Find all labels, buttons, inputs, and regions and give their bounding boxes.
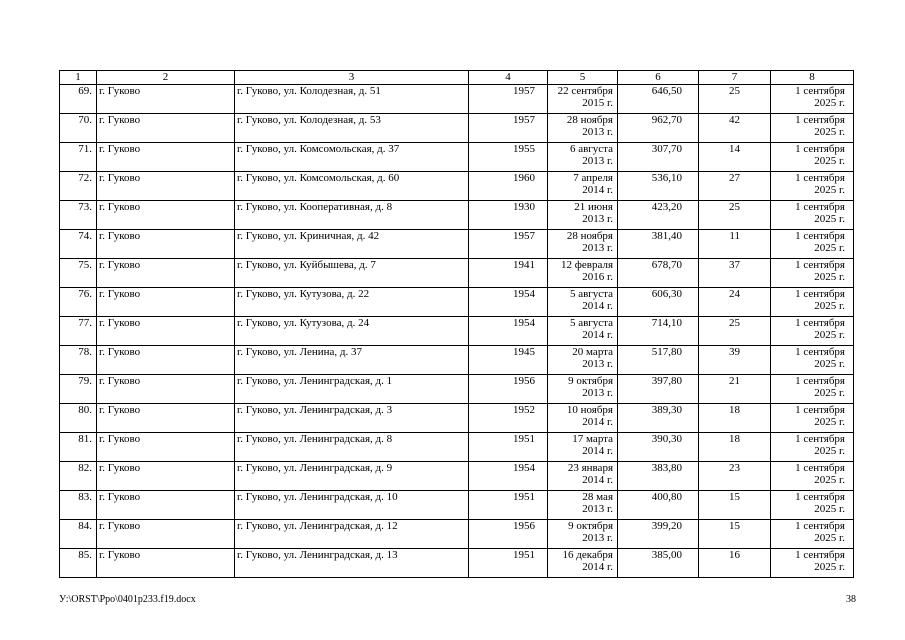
row-number: 85. — [60, 549, 97, 578]
row-number: 74. — [60, 230, 97, 259]
term-cell-line-2: 2025 г. — [814, 532, 845, 544]
year-cell: 1956 — [469, 375, 548, 404]
table-row — [60, 201, 854, 230]
table-row — [60, 375, 854, 404]
address-cell: г. Гуково, ул. Ленинградская, д. 9 — [235, 462, 469, 491]
term-cell-line-1: 1 сентября — [795, 85, 845, 97]
count-cell: 15 — [699, 491, 771, 520]
date-cell-line-1: 23 января — [567, 462, 613, 474]
table-row — [60, 317, 854, 346]
area-cell: 646,50 — [618, 85, 699, 114]
count-cell: 16 — [699, 549, 771, 578]
date-cell-line-1: 22 сентября — [557, 85, 613, 97]
row-number: 71. — [60, 143, 97, 172]
date-cell — [548, 520, 618, 549]
term-cell-line-2: 2025 г. — [814, 155, 845, 167]
term-cell-line-1: 1 сентября — [795, 433, 845, 445]
date-cell — [548, 317, 618, 346]
area-cell: 389,30 — [618, 404, 699, 433]
year-cell: 1957 — [469, 114, 548, 143]
term-cell-line-2: 2025 г. — [814, 561, 845, 573]
date-cell-line-1: 20 марта — [572, 346, 613, 358]
date-cell-line-1: 9 октября — [568, 520, 613, 532]
area-cell: 385,00 — [618, 549, 699, 578]
date-cell — [548, 433, 618, 462]
page-number: 38 — [846, 594, 856, 605]
term-cell — [771, 288, 854, 317]
date-cell — [548, 404, 618, 433]
term-cell-line-1: 1 сентября — [795, 462, 845, 474]
table-row — [60, 491, 854, 520]
area-cell: 606,30 — [618, 288, 699, 317]
column-header: 8 — [771, 71, 854, 85]
date-cell — [548, 462, 618, 491]
table-row — [60, 85, 854, 114]
city-cell: г. Гуково — [97, 491, 235, 520]
row-number: 83. — [60, 491, 97, 520]
address-cell: г. Гуково, ул. Криничная, д. 42 — [235, 230, 469, 259]
address-cell: г. Гуково, ул. Кутузова, д. 22 — [235, 288, 469, 317]
term-cell-line-1: 1 сентября — [795, 201, 845, 213]
city-cell: г. Гуково — [97, 288, 235, 317]
term-cell-line-1: 1 сентября — [795, 520, 845, 532]
city-cell: г. Гуково — [97, 549, 235, 578]
city-cell: г. Гуково — [97, 520, 235, 549]
city-cell: г. Гуково — [97, 259, 235, 288]
row-number: 82. — [60, 462, 97, 491]
date-cell-line-2: 2013 г. — [582, 126, 613, 138]
header-row — [60, 71, 854, 85]
term-cell — [771, 230, 854, 259]
term-cell-line-1: 1 сентября — [795, 259, 845, 271]
date-cell — [548, 346, 618, 375]
address-cell: г. Гуково, ул. Кооперативная, д. 8 — [235, 201, 469, 230]
date-cell — [548, 201, 618, 230]
column-header: 3 — [235, 71, 469, 85]
row-number: 73. — [60, 201, 97, 230]
column-header: 1 — [60, 71, 97, 85]
table-row — [60, 404, 854, 433]
row-number: 69. — [60, 85, 97, 114]
year-cell: 1951 — [469, 549, 548, 578]
date-cell — [548, 85, 618, 114]
table-row — [60, 172, 854, 201]
date-cell — [548, 288, 618, 317]
term-cell-line-1: 1 сентября — [795, 288, 845, 300]
count-cell: 39 — [699, 346, 771, 375]
address-cell: г. Гуково, ул. Ленинградская, д. 13 — [235, 549, 469, 578]
date-cell-line-2: 2013 г. — [582, 358, 613, 370]
year-cell: 1951 — [469, 433, 548, 462]
city-cell: г. Гуково — [97, 404, 235, 433]
year-cell: 1954 — [469, 317, 548, 346]
date-cell-line-2: 2013 г. — [582, 503, 613, 515]
row-number: 75. — [60, 259, 97, 288]
table-row — [60, 259, 854, 288]
term-cell-line-2: 2025 г. — [814, 97, 845, 109]
term-cell-line-2: 2025 г. — [814, 126, 845, 138]
date-cell-line-1: 12 февраля — [561, 259, 613, 271]
address-cell: г. Гуково, ул. Ленинградская, д. 3 — [235, 404, 469, 433]
date-cell-line-2: 2014 г. — [582, 445, 613, 457]
area-cell: 517,80 — [618, 346, 699, 375]
column-header: 6 — [618, 71, 699, 85]
term-cell-line-1: 1 сентября — [795, 404, 845, 416]
term-cell — [771, 462, 854, 491]
date-cell — [548, 491, 618, 520]
year-cell: 1945 — [469, 346, 548, 375]
address-cell: г. Гуково, ул. Кутузова, д. 24 — [235, 317, 469, 346]
term-cell — [771, 259, 854, 288]
count-cell: 42 — [699, 114, 771, 143]
term-cell-line-2: 2025 г. — [814, 358, 845, 370]
date-cell-line-2: 2015 г. — [582, 97, 613, 109]
date-cell — [548, 172, 618, 201]
date-cell-line-1: 16 декабря — [562, 549, 613, 561]
area-cell: 962,70 — [618, 114, 699, 143]
year-cell: 1954 — [469, 288, 548, 317]
area-cell: 390,30 — [618, 433, 699, 462]
term-cell-line-2: 2025 г. — [814, 300, 845, 312]
term-cell-line-1: 1 сентября — [795, 317, 845, 329]
date-cell-line-1: 17 марта — [572, 433, 613, 445]
term-cell — [771, 85, 854, 114]
year-cell: 1957 — [469, 85, 548, 114]
area-cell: 678,70 — [618, 259, 699, 288]
table-row — [60, 230, 854, 259]
count-cell: 23 — [699, 462, 771, 491]
address-cell: г. Гуково, ул. Ленинградская, д. 10 — [235, 491, 469, 520]
date-cell-line-2: 2014 г. — [582, 300, 613, 312]
term-cell-line-2: 2025 г. — [814, 213, 845, 225]
area-cell: 714,10 — [618, 317, 699, 346]
term-cell-line-2: 2025 г. — [814, 242, 845, 254]
table-row — [60, 433, 854, 462]
row-number: 70. — [60, 114, 97, 143]
address-cell: г. Гуково, ул. Комсомольская, д. 60 — [235, 172, 469, 201]
count-cell: 21 — [699, 375, 771, 404]
term-cell — [771, 143, 854, 172]
row-number: 84. — [60, 520, 97, 549]
count-cell: 15 — [699, 520, 771, 549]
date-cell-line-1: 10 ноября — [566, 404, 613, 416]
table-row — [60, 520, 854, 549]
city-cell: г. Гуково — [97, 143, 235, 172]
date-cell — [548, 375, 618, 404]
row-number: 77. — [60, 317, 97, 346]
term-cell — [771, 549, 854, 578]
table-body — [60, 85, 854, 578]
table-row — [60, 346, 854, 375]
count-cell: 27 — [699, 172, 771, 201]
date-cell — [548, 549, 618, 578]
term-cell-line-1: 1 сентября — [795, 114, 845, 126]
city-cell: г. Гуково — [97, 172, 235, 201]
column-header: 7 — [699, 71, 771, 85]
area-cell: 536,10 — [618, 172, 699, 201]
term-cell-line-1: 1 сентября — [795, 491, 845, 503]
address-cell: г. Гуково, ул. Комсомольская, д. 37 — [235, 143, 469, 172]
term-cell — [771, 172, 854, 201]
count-cell: 24 — [699, 288, 771, 317]
count-cell: 37 — [699, 259, 771, 288]
count-cell: 25 — [699, 85, 771, 114]
date-cell-line-2: 2014 г. — [582, 561, 613, 573]
year-cell: 1951 — [469, 491, 548, 520]
date-cell-line-1: 5 августа — [569, 317, 613, 329]
row-number: 80. — [60, 404, 97, 433]
date-cell-line-2: 2013 г. — [582, 242, 613, 254]
table-row — [60, 462, 854, 491]
city-cell: г. Гуково — [97, 433, 235, 462]
city-cell: г. Гуково — [97, 375, 235, 404]
date-cell — [548, 143, 618, 172]
term-cell-line-1: 1 сентября — [795, 172, 845, 184]
date-cell-line-2: 2014 г. — [582, 184, 613, 196]
footer-file-path: У:\ORST\Ppo\0401p233.f19.docx — [59, 594, 196, 605]
table-row — [60, 143, 854, 172]
address-cell: г. Гуково, ул. Ленинградская, д. 12 — [235, 520, 469, 549]
table-row — [60, 114, 854, 143]
city-cell: г. Гуково — [97, 462, 235, 491]
term-cell-line-1: 1 сентября — [795, 375, 845, 387]
date-cell-line-1: 5 августа — [569, 288, 613, 300]
year-cell: 1954 — [469, 462, 548, 491]
column-header: 5 — [548, 71, 618, 85]
date-cell-line-1: 6 августа — [569, 143, 613, 155]
table-row — [60, 549, 854, 578]
row-number: 78. — [60, 346, 97, 375]
term-cell — [771, 491, 854, 520]
date-cell-line-1: 7 апреля — [573, 172, 613, 184]
address-cell: г. Гуково, ул. Ленинградская, д. 8 — [235, 433, 469, 462]
address-cell: г. Гуково, ул. Колодезная, д. 51 — [235, 85, 469, 114]
count-cell: 18 — [699, 404, 771, 433]
term-cell — [771, 114, 854, 143]
address-cell: г. Гуково, ул. Колодезная, д. 53 — [235, 114, 469, 143]
date-cell-line-1: 28 ноября — [566, 230, 613, 242]
date-cell — [548, 114, 618, 143]
area-cell: 400,80 — [618, 491, 699, 520]
date-cell-line-1: 28 мая — [582, 491, 613, 503]
term-cell-line-2: 2025 г. — [814, 503, 845, 515]
address-cell: г. Гуково, ул. Куйбышева, д. 7 — [235, 259, 469, 288]
date-cell — [548, 259, 618, 288]
address-cell: г. Гуково, ул. Ленина, д. 37 — [235, 346, 469, 375]
count-cell: 11 — [699, 230, 771, 259]
address-cell: г. Гуково, ул. Ленинградская, д. 1 — [235, 375, 469, 404]
date-cell — [548, 230, 618, 259]
column-header: 2 — [97, 71, 235, 85]
housing-table — [59, 70, 854, 578]
term-cell — [771, 346, 854, 375]
count-cell: 25 — [699, 201, 771, 230]
year-cell: 1930 — [469, 201, 548, 230]
term-cell-line-2: 2025 г. — [814, 329, 845, 341]
term-cell-line-2: 2025 г. — [814, 416, 845, 428]
term-cell — [771, 201, 854, 230]
term-cell-line-2: 2025 г. — [814, 271, 845, 283]
count-cell: 18 — [699, 433, 771, 462]
area-cell: 381,40 — [618, 230, 699, 259]
year-cell: 1941 — [469, 259, 548, 288]
term-cell-line-2: 2025 г. — [814, 387, 845, 399]
term-cell-line-2: 2025 г. — [814, 184, 845, 196]
term-cell-line-2: 2025 г. — [814, 474, 845, 486]
count-cell: 14 — [699, 143, 771, 172]
date-cell-line-2: 2013 г. — [582, 532, 613, 544]
year-cell: 1952 — [469, 404, 548, 433]
city-cell: г. Гуково — [97, 230, 235, 259]
city-cell: г. Гуково — [97, 114, 235, 143]
term-cell — [771, 404, 854, 433]
term-cell-line-1: 1 сентября — [795, 230, 845, 242]
city-cell: г. Гуково — [97, 317, 235, 346]
area-cell: 383,80 — [618, 462, 699, 491]
term-cell-line-1: 1 сентября — [795, 549, 845, 561]
row-number: 76. — [60, 288, 97, 317]
date-cell-line-2: 2014 г. — [582, 329, 613, 341]
date-cell-line-1: 9 октября — [568, 375, 613, 387]
area-cell: 399,20 — [618, 520, 699, 549]
year-cell: 1957 — [469, 230, 548, 259]
date-cell-line-1: 28 ноября — [566, 114, 613, 126]
term-cell — [771, 433, 854, 462]
row-number: 79. — [60, 375, 97, 404]
date-cell-line-2: 2013 г. — [582, 155, 613, 167]
term-cell — [771, 520, 854, 549]
term-cell-line-2: 2025 г. — [814, 445, 845, 457]
row-number: 72. — [60, 172, 97, 201]
term-cell — [771, 375, 854, 404]
date-cell-line-2: 2014 г. — [582, 474, 613, 486]
row-number: 81. — [60, 433, 97, 462]
year-cell: 1956 — [469, 520, 548, 549]
date-cell-line-2: 2014 г. — [582, 416, 613, 428]
date-cell-line-2: 2016 г. — [582, 271, 613, 283]
count-cell: 25 — [699, 317, 771, 346]
year-cell: 1960 — [469, 172, 548, 201]
table-row — [60, 288, 854, 317]
area-cell: 307,70 — [618, 143, 699, 172]
year-cell: 1955 — [469, 143, 548, 172]
city-cell: г. Гуково — [97, 85, 235, 114]
term-cell-line-1: 1 сентября — [795, 143, 845, 155]
term-cell-line-1: 1 сентября — [795, 346, 845, 358]
date-cell-line-1: 21 июня — [574, 201, 613, 213]
date-cell-line-2: 2013 г. — [582, 213, 613, 225]
area-cell: 397,80 — [618, 375, 699, 404]
city-cell: г. Гуково — [97, 201, 235, 230]
term-cell — [771, 317, 854, 346]
area-cell: 423,20 — [618, 201, 699, 230]
city-cell: г. Гуково — [97, 346, 235, 375]
date-cell-line-2: 2013 г. — [582, 387, 613, 399]
column-header: 4 — [469, 71, 548, 85]
